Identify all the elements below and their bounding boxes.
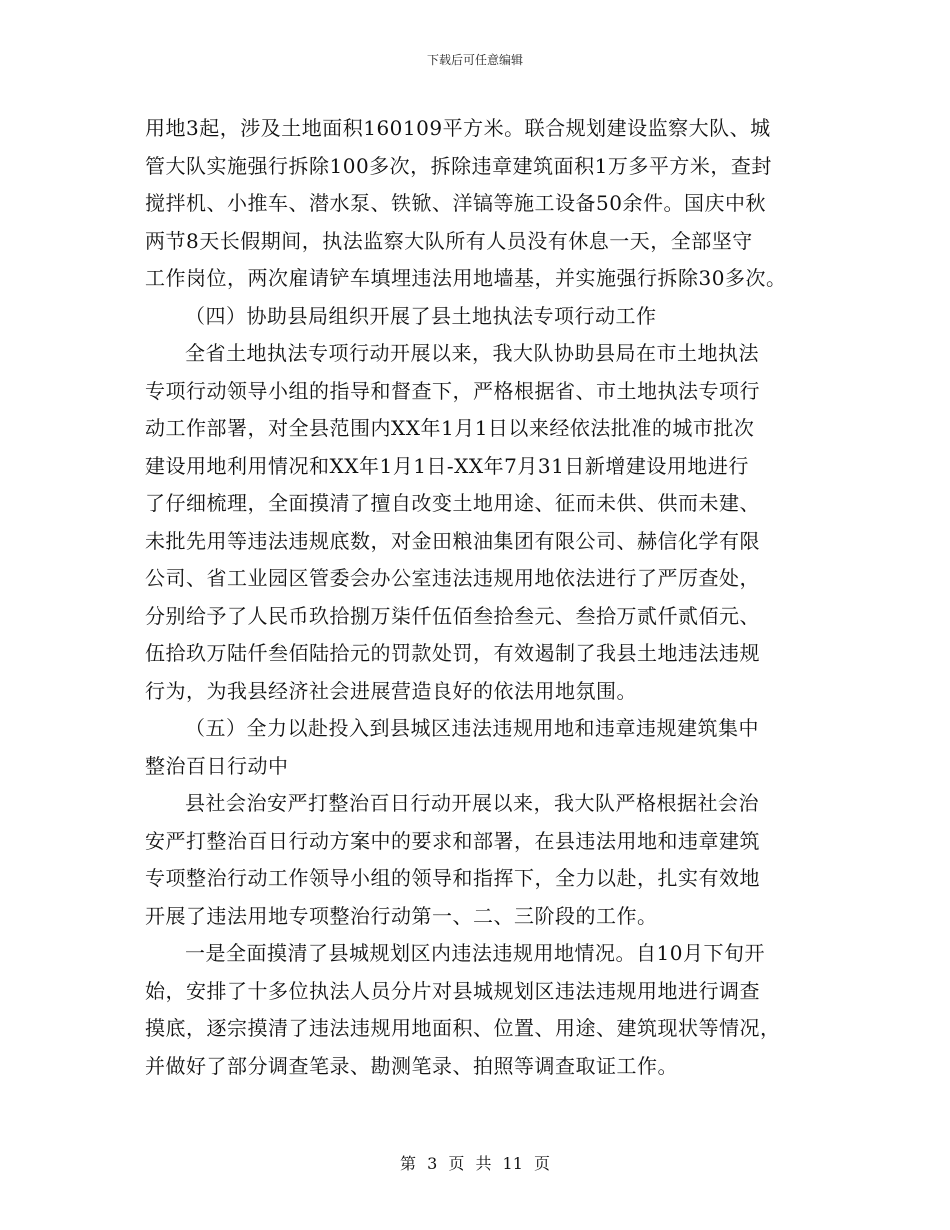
text-line: 一是全面摸清了县城规划区内违法违规用地情况。自10月下旬开 <box>185 941 765 965</box>
text-line: 公司、省工业园区管委会办公室违法违规用地依法进行了严厉查处， <box>145 566 760 590</box>
section-heading: （四）协助县局组织开展了县土地执法专项行动工作 <box>185 303 657 328</box>
text-line: 未批先用等违法违规底数，对金田粮油集团有限公司、赫信化学有限 <box>145 528 760 553</box>
text-line: 搅拌机、小推车、潜水泵、铁锨、洋镐等施工设备50余件。国庆中秋 <box>145 191 766 215</box>
page-number: 第 3 页 共 11 页 <box>400 1154 550 1173</box>
text-line: 开展了违法用地专项整治行动第一、二、三阶段的工作。 <box>145 903 658 928</box>
text-line: 摸底，逐宗摸清了违法违规用地面积、位置、用途、建筑现状等情况， <box>145 1016 781 1040</box>
text-line: 建设用地利用情况和XX年1月1日-XX年7月31日新增建设用地进行 <box>145 453 749 478</box>
text-line: 始，安排了十多位执法人员分片对县城规划区违法违规用地进行调查 <box>145 978 760 1003</box>
text-line: 县社会治安严打整治百日行动开展以来，我大队严格根据社会治 <box>185 791 759 815</box>
text-line: 专项整治行动工作领导小组的领导和指挥下，全力以赴，扎实有效地 <box>145 866 760 890</box>
text-line: 伍拾玖万陆仟叁佰陆拾元的罚款处罚，有效遏制了我县土地违法违规 <box>145 641 760 665</box>
text-line: 工作岗位，两次雇请铲车填埋违法用地墙基，并实施强行拆除30多次。 <box>145 266 787 290</box>
document-body <box>145 110 807 1085</box>
text-line: 了仔细梳理，全面摸清了擅自改变土地用途、征而未供、供而未建、 <box>145 491 760 515</box>
text-line: 用地3起，涉及土地面积160109平方米。联合规划建设监察大队、城 <box>145 116 771 140</box>
text-line: 分别给予了人民币玖拾捌万柒仟伍佰叁拾叁元、叁拾万贰仟贰佰元、 <box>145 603 760 628</box>
text-line: 两节8天长假期间，执法监察大队所有人员没有休息一天，全部坚守 <box>145 228 753 253</box>
text-line: 行为，为我县经济社会进展营造良好的依法用地氛围。 <box>145 678 637 703</box>
text-line: 管大队实施强行拆除100多次，拆除违章建筑面积1万多平方米，查封 <box>145 153 772 178</box>
section-heading-continued: 整治百日行动中 <box>145 753 289 778</box>
section-heading: （五）全力以赴投入到县城区违法违规用地和违章违规建筑集中 <box>185 716 759 740</box>
page-header: 下载后可任意编辑 <box>426 53 523 67</box>
text-line: 并做好了部分调查笔录、勘测笔录、拍照等调查取证工作。 <box>145 1053 678 1078</box>
text-line: 安严打整治百日行动方案中的要求和部署，在县违法用地和违章建筑 <box>145 828 760 853</box>
text-line: 动工作部署，对全县范围内XX年1月1日以来经依法批准的城市批次 <box>145 416 755 440</box>
text-line: 专项行动领导小组的指导和督查下，严格根据省、市土地执法专项行 <box>145 378 760 403</box>
text-line: 全省土地执法专项行动开展以来，我大队协助县局在市土地执法 <box>185 341 759 365</box>
